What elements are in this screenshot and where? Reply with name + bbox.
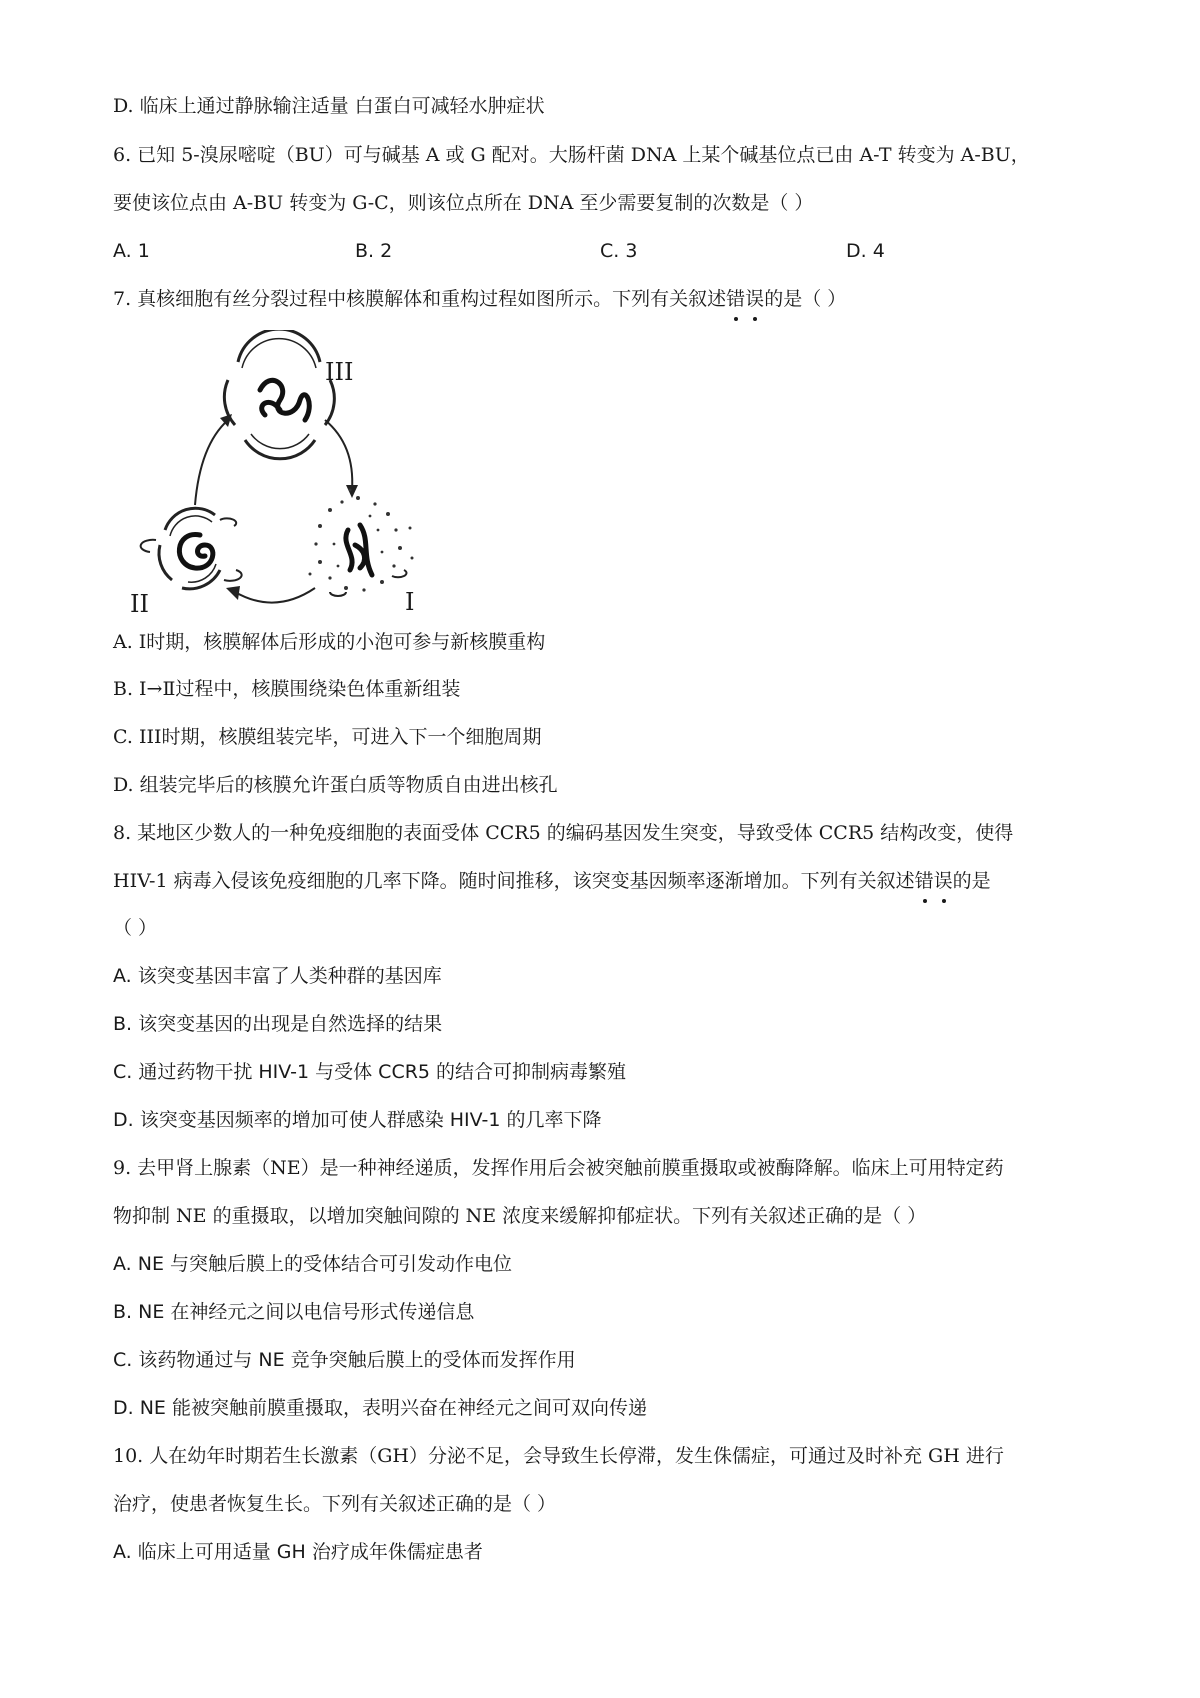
q8-emphasis: 错误 [915,868,953,894]
q7-option-d: D. 组装完毕后的核膜允许蛋白质等物质自由进出核孔 [113,774,558,796]
q10-option-a: A. 临床上可用适量 GH 治疗成年侏儒症患者 [113,1541,483,1563]
q10-stem-line-2: 治疗，使患者恢复生长。下列有关叙述正确的是（ ） [113,1493,557,1515]
q8-stem-line-3: （ ） [113,917,158,939]
q7-emphasis: 错误 [726,286,764,312]
q8-option-b: B. 该突变基因的出现是自然选择的结果 [113,1013,443,1035]
q8-stem-text: HIV-1 病毒入侵该免疫细胞的几率下降。随时间推移，该突变基因频率逐渐增加。下列有关叙述 [113,870,915,892]
arrow-iii-to-i [325,420,352,490]
q6-stem-line-2: 要使该位点由 A-BU 转变为 G-C，则该位点所在 DNA 至少需要复制的次数是（ ） [113,192,814,214]
q8-stem-line-1: 8. 某地区少数人的一种免疫细胞的表面受体 CCR5 的编码基因发生突变，导致受体 CCR5 结构改变，使得 [113,822,1014,844]
arrow-iii-to-i-head [346,485,358,498]
q8-option-c: C. 通过药物干扰 HIV-1 与受体 CCR5 的结合可抑制病毒繁殖 [113,1061,627,1083]
q7-option-a: A. Ⅰ时期，核膜解体后形成的小泡可参与新核膜重构 [113,631,546,653]
arrow-i-to-ii [235,588,315,603]
q6-option-c: C. 3 [600,240,638,262]
stage-ii-label: II [130,590,149,618]
q8-option-a: A. 该突变基因丰富了人类种群的基因库 [113,965,442,987]
arrow-i-to-ii-head [226,586,240,600]
q6-stem-line-1: 6. 已知 5-溴尿嘧啶（BU）可与碱基 A 或 G 配对。大肠杆菌 DNA 上某个碱基位点已由 A-T 转变为 A-BU， [113,144,1030,166]
stage-ii-cell [141,508,242,589]
q5-option-d: D. 临床上通过静脉输注适量 白蛋白可减轻水肿症状 [113,95,545,117]
q8-stem-tail: 的是 [952,870,991,892]
stage-i-cell [309,489,414,597]
stage-i-label: I [405,588,415,616]
q9-option-a: A. NE 与突触后膜上的受体结合可引发动作电位 [113,1253,513,1275]
q7-stem [113,286,846,312]
arrow-ii-to-iii [195,420,228,505]
q9-option-d: D. NE 能被突触前膜重摄取，表明兴奋在神经元之间可双向传递 [113,1397,647,1419]
q7-option-c: C. III时期，核膜组装完毕，可进入下一个细胞周期 [113,726,542,748]
q10-stem-line-1: 10. 人在幼年时期若生长激素（GH）分泌不足，会导致生长停滞，发生侏儒症，可通过及时补充 GH 进行 [113,1445,1004,1467]
q6-option-b: B. 2 [355,240,393,262]
nuclear-envelope-cycle-figure [120,330,460,620]
q8-option-d: D. 该突变基因频率的增加可使人群感染 HIV-1 的几率下降 [113,1109,602,1131]
q6-option-a: A. 1 [113,240,150,262]
q9-stem-line-1: 9. 去甲肾上腺素（NE）是一种神经递质，发挥作用后会被突触前膜重摄取或被酶降解。临床上可用特定药 [113,1157,1004,1179]
q7-stem-text: 7. 真核细胞有丝分裂过程中核膜解体和重构过程如图所示。下列有关叙述 [113,288,727,310]
q8-stem-line-2 [113,868,991,894]
stage-iii-cell [224,330,334,459]
stage-iii-label: III [325,358,354,386]
q7-option-b: B. Ⅰ→Ⅱ过程中，核膜围绕染色体重新组装 [113,678,461,700]
q7-stem-tail: 的是（ ） [764,288,847,310]
q6-option-d: D. 4 [846,240,885,262]
q9-option-b: B. NE 在神经元之间以电信号形式传递信息 [113,1301,475,1323]
q9-option-c: C. 该药物通过与 NE 竞争突触后膜上的受体而发挥作用 [113,1349,576,1371]
q9-stem-line-2: 物抑制 NE 的重摄取，以增加突触间隙的 NE 浓度来缓解抑郁症状。下列有关叙述正确的是（ ） [113,1205,927,1227]
